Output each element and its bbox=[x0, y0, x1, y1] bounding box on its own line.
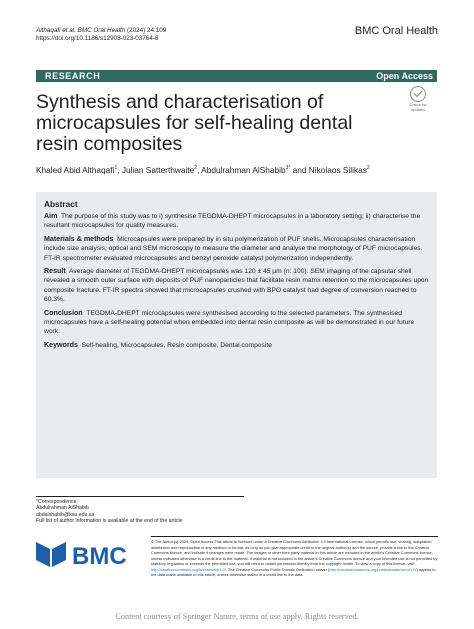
doi-link[interactable]: https://doi.org/10.1186/s12903-023-03764-8 bbox=[36, 35, 159, 43]
check-for-updates-text: Check for updates bbox=[409, 102, 427, 112]
research-label: RESEARCH bbox=[45, 71, 101, 81]
abstract-aim bbox=[44, 212, 429, 231]
correspondence-email[interactable]: abdalshabib@ksu.edu.sa bbox=[36, 511, 95, 518]
check-icon bbox=[410, 86, 426, 102]
correspondence-label: *Correspondence: bbox=[36, 499, 78, 505]
abstract-result bbox=[44, 267, 429, 305]
license-text: . The Creative Commons Public Domain Dedication waiver ( bbox=[225, 566, 330, 572]
abstract-conclusion bbox=[44, 309, 429, 337]
bmc-logo-text: BMC bbox=[72, 543, 127, 570]
bmc-logo-icon bbox=[36, 540, 144, 570]
courtesy-footer: Content courtesy of Springer Nature, terms of use apply. Rights reserved. bbox=[115, 612, 359, 621]
section-text: TEGDMA-DHEPT microcapsules were synthesised according to the selected parameters. The synthesised microcapsules have a self-healing potential when embedded into dental resin composite as will be demonstrated in our future work. bbox=[44, 309, 415, 336]
article-type-banner bbox=[36, 70, 437, 82]
license-statement bbox=[151, 536, 438, 578]
public-domain-link[interactable]: http://creativecommons.org/publicdomain/zero/1.0/ bbox=[329, 566, 417, 572]
section-label: Result bbox=[44, 267, 66, 276]
citation-year: (2024) 24:109 bbox=[127, 27, 167, 34]
license-link[interactable]: http://creativecommons.org/licenses/by/4.0/ bbox=[151, 566, 226, 572]
abstract-keywords bbox=[44, 341, 429, 350]
section-label: Materials & methods bbox=[44, 234, 114, 243]
abstract-heading: Abstract bbox=[44, 199, 78, 209]
divider bbox=[36, 496, 244, 497]
section-text: Self-healing, Microcapsules, Resin composite, Dental composite bbox=[81, 341, 272, 349]
article-citation bbox=[36, 27, 166, 43]
license-text: ) applies to the data made available in this article, unless otherwise stated in a credit line to the data. bbox=[151, 566, 436, 577]
author-list bbox=[36, 163, 436, 175]
open-access-label: Open Access bbox=[376, 71, 433, 81]
abstract-methods bbox=[44, 235, 429, 263]
license-text: © The Author(s) 2024. Open Access This article is licensed under a Creative Commons Attribution 4.0 International License, which permits use, sharing, adaptation, distribution and reproduction in any medium or format, as long as you give appropriate credit to the original author(s) and the source, provide a link to the Creative Commons licence, and indicate if changes were made. The images or other third party material in this article are included in the article's Creative Commons licence, unless indicated otherwise in a credit line to the material. If material is not included in the article's Creative Commons licence and your intended use is not permitted by statutory regulation or exceeds the permitted use, you will need to obtain permission directly from the copyright holder. To view a copy of this licence, visit bbox=[151, 539, 438, 566]
citation-authors: Althaqafi bbox=[36, 27, 61, 34]
article-title: Synthesis and characterisation of microcapsules for self-healing dental resin composites bbox=[36, 91, 353, 155]
correspondence-block bbox=[36, 496, 236, 525]
journal-name: BMC Oral Health bbox=[354, 25, 438, 37]
section-text: Microcapsules were prepared by in situ polymerization of PUF shells. Microcapsules characterisation include size analysis, optical and SEM microscopy to measure the diameter and analyse the morphology of PUF microcapsules. FT-IR spectrometer evaluated microcapsules and benzyl peroxide catalyst polymerization independently. bbox=[44, 235, 423, 262]
divider bbox=[151, 536, 438, 537]
check-for-updates-badge[interactable] bbox=[403, 86, 433, 112]
section-text: Average diameter of TEGDMA-DHEPT microcapsules was 120 ± 45 µm (n: 100). SEM imaging of the capsular shell revealed a smooth outer surface with deposits of PUF nanoparticles that facilitate resin matrix retention to the microcapsules upon composite fracture. FT-IR spectra showed that microcapsules crushed with BPO catalyst had degree of conversion reached to 60.3%. bbox=[44, 268, 429, 304]
abstract-box bbox=[36, 192, 437, 478]
section-text: The purpose of this study was to i) synthesise TEGDMA-DHEPT microcapsules in a laboratory setting; ii) characterise the resultant microcapsules for quality measures. bbox=[44, 213, 421, 230]
correspondence-name: Abdulrahman AlShabib bbox=[36, 505, 89, 512]
author-info-note: Full list of author information is available at the end of the article bbox=[36, 518, 183, 525]
section-label: Aim bbox=[44, 212, 58, 220]
authors-text: Khaled Abid Althaqafi$^1$, Julian Satterthwaite$^2$, Abdulrahman AlShabib$^{3*}$ and Nikolaos Silikas$^2$ bbox=[36, 164, 370, 175]
citation-journal: et al. BMC Oral Health bbox=[60, 27, 128, 34]
section-label: Conclusion bbox=[44, 308, 83, 317]
bmc-logo bbox=[36, 540, 144, 570]
section-label: Keywords bbox=[44, 340, 78, 349]
